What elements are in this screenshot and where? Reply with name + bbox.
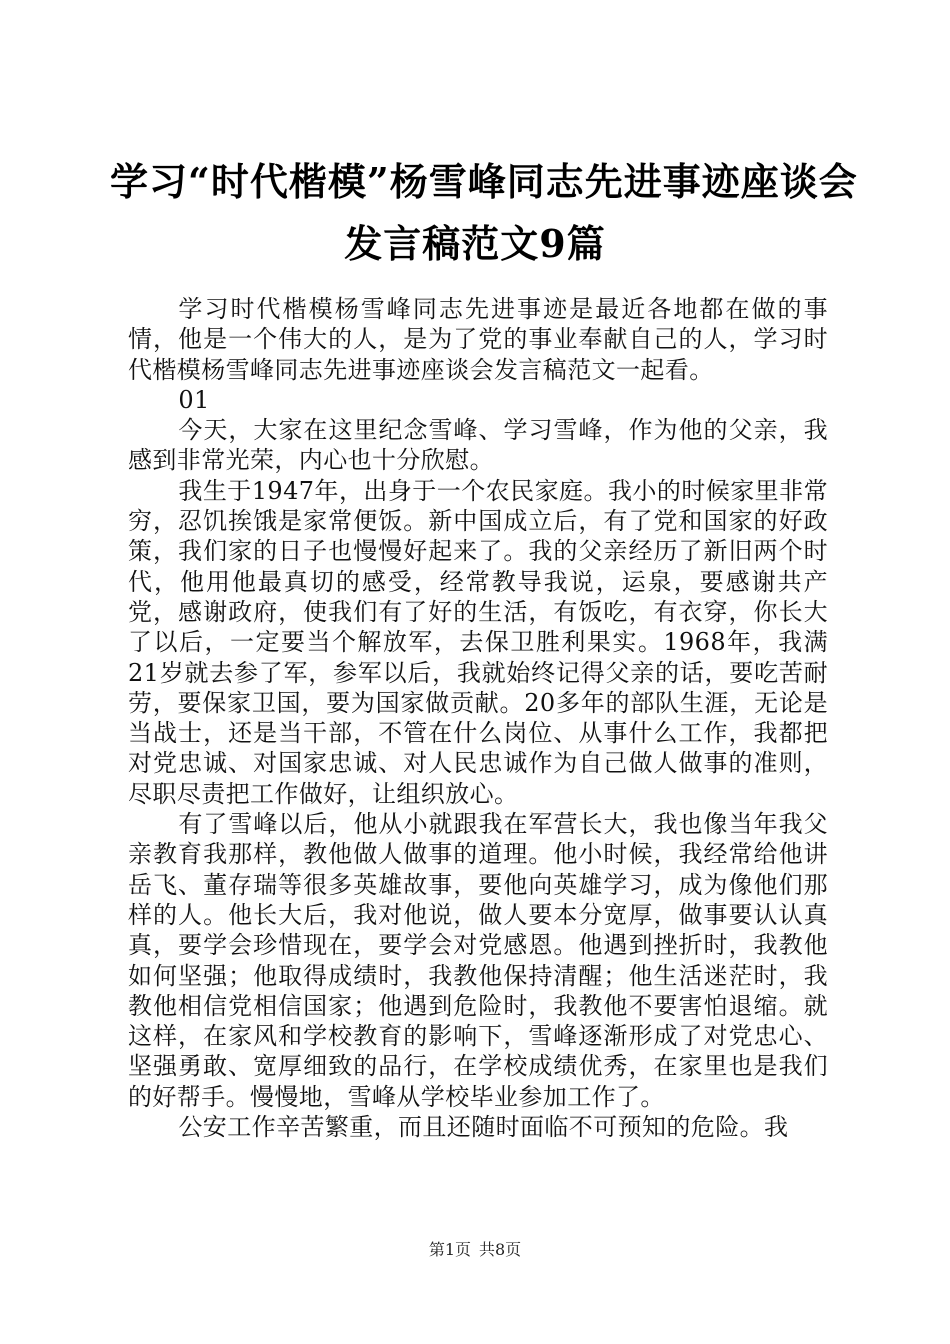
paragraph: 有了雪峰以后，他从小就跟我在军营长大，我也像当年我父亲教育我那样，教他做人做事的道理。他小时候，我经常给他讲岳飞、董存瑞等很多英雄故事，要他向英雄学习，成为像他们那样的人。他长大后，我对他说，做人要本分宽厚，做事要认认真真，要学会珍惜现在，要学会对党感恩。他遇到挫折时，我教他如何坚强；他取得成绩时，我教他保持清醒；他生活迷茫时，我教他相信党相信国家；他遇到危险时，我教他不要害怕退缩。就这样，在家风和学校教育的影响下，雪峰逐渐形成了对党忠心、坚强勇敢、宽厚细致的品行，在学校成绩优秀，在家里也是我们的好帮手。慢慢地，雪峰从学校毕业参加工作了。 <box>128 810 828 1111</box>
section-number: 01 <box>178 385 210 414</box>
document-title-line-1: 学习“时代楷模”杨雪峰同志先进事迹座谈会 <box>110 159 858 204</box>
document-body <box>128 294 828 1142</box>
paragraph: 公安工作辛苦繁重，而且还随时面临不可预知的危险。我 <box>178 1113 789 1142</box>
paragraph: 今天，大家在这里纪念雪峰、学习雪峰，作为他的父亲，我感到非常光荣，内心也十分欣慰。 <box>128 416 828 475</box>
paragraph-intro: 学习时代楷模杨雪峰同志先进事迹是最近各地都在做的事情，他是一个伟大的人，是为了党的事业奉献自己的人，学习时代楷模杨雪峰同志先进事迹座谈会发言稿范文一起看。 <box>128 295 828 384</box>
page-footer <box>0 1240 950 1260</box>
page-total: 共8页 <box>479 1240 522 1259</box>
page-number: 第1页 <box>428 1240 471 1259</box>
document-title-line-2: 发言稿范文9篇 <box>344 221 606 266</box>
paragraph: 我生于1947年，出身于一个农民家庭。我小的时候家里非常穷，忍饥挨饿是家常便饭。新中国成立后，有了党和国家的好政策，我们家的日子也慢慢好起来了。我的父亲经历了新旧两个时代，他用他最真切的感受，经常教导我说，运泉，要感谢共产党，感谢政府，使我们有了好的生活，有饭吃，有衣穿，你长大了以后，一定要当个解放军，去保卫胜利果实。1968年，我满21岁就去参了军，参军以后，我就始终记得父亲的话，要吃苦耐劳，要保家卫国，要为国家做贡献。20多年的部队生涯，无论是当战士，还是当干部，不管在什么岗位、从事什么工作，我都把对党忠诚、对国家忠诚、对人民忠诚作为自己做人做事的准则，尽职尽责把工作做好，让组织放心。 <box>128 476 828 808</box>
